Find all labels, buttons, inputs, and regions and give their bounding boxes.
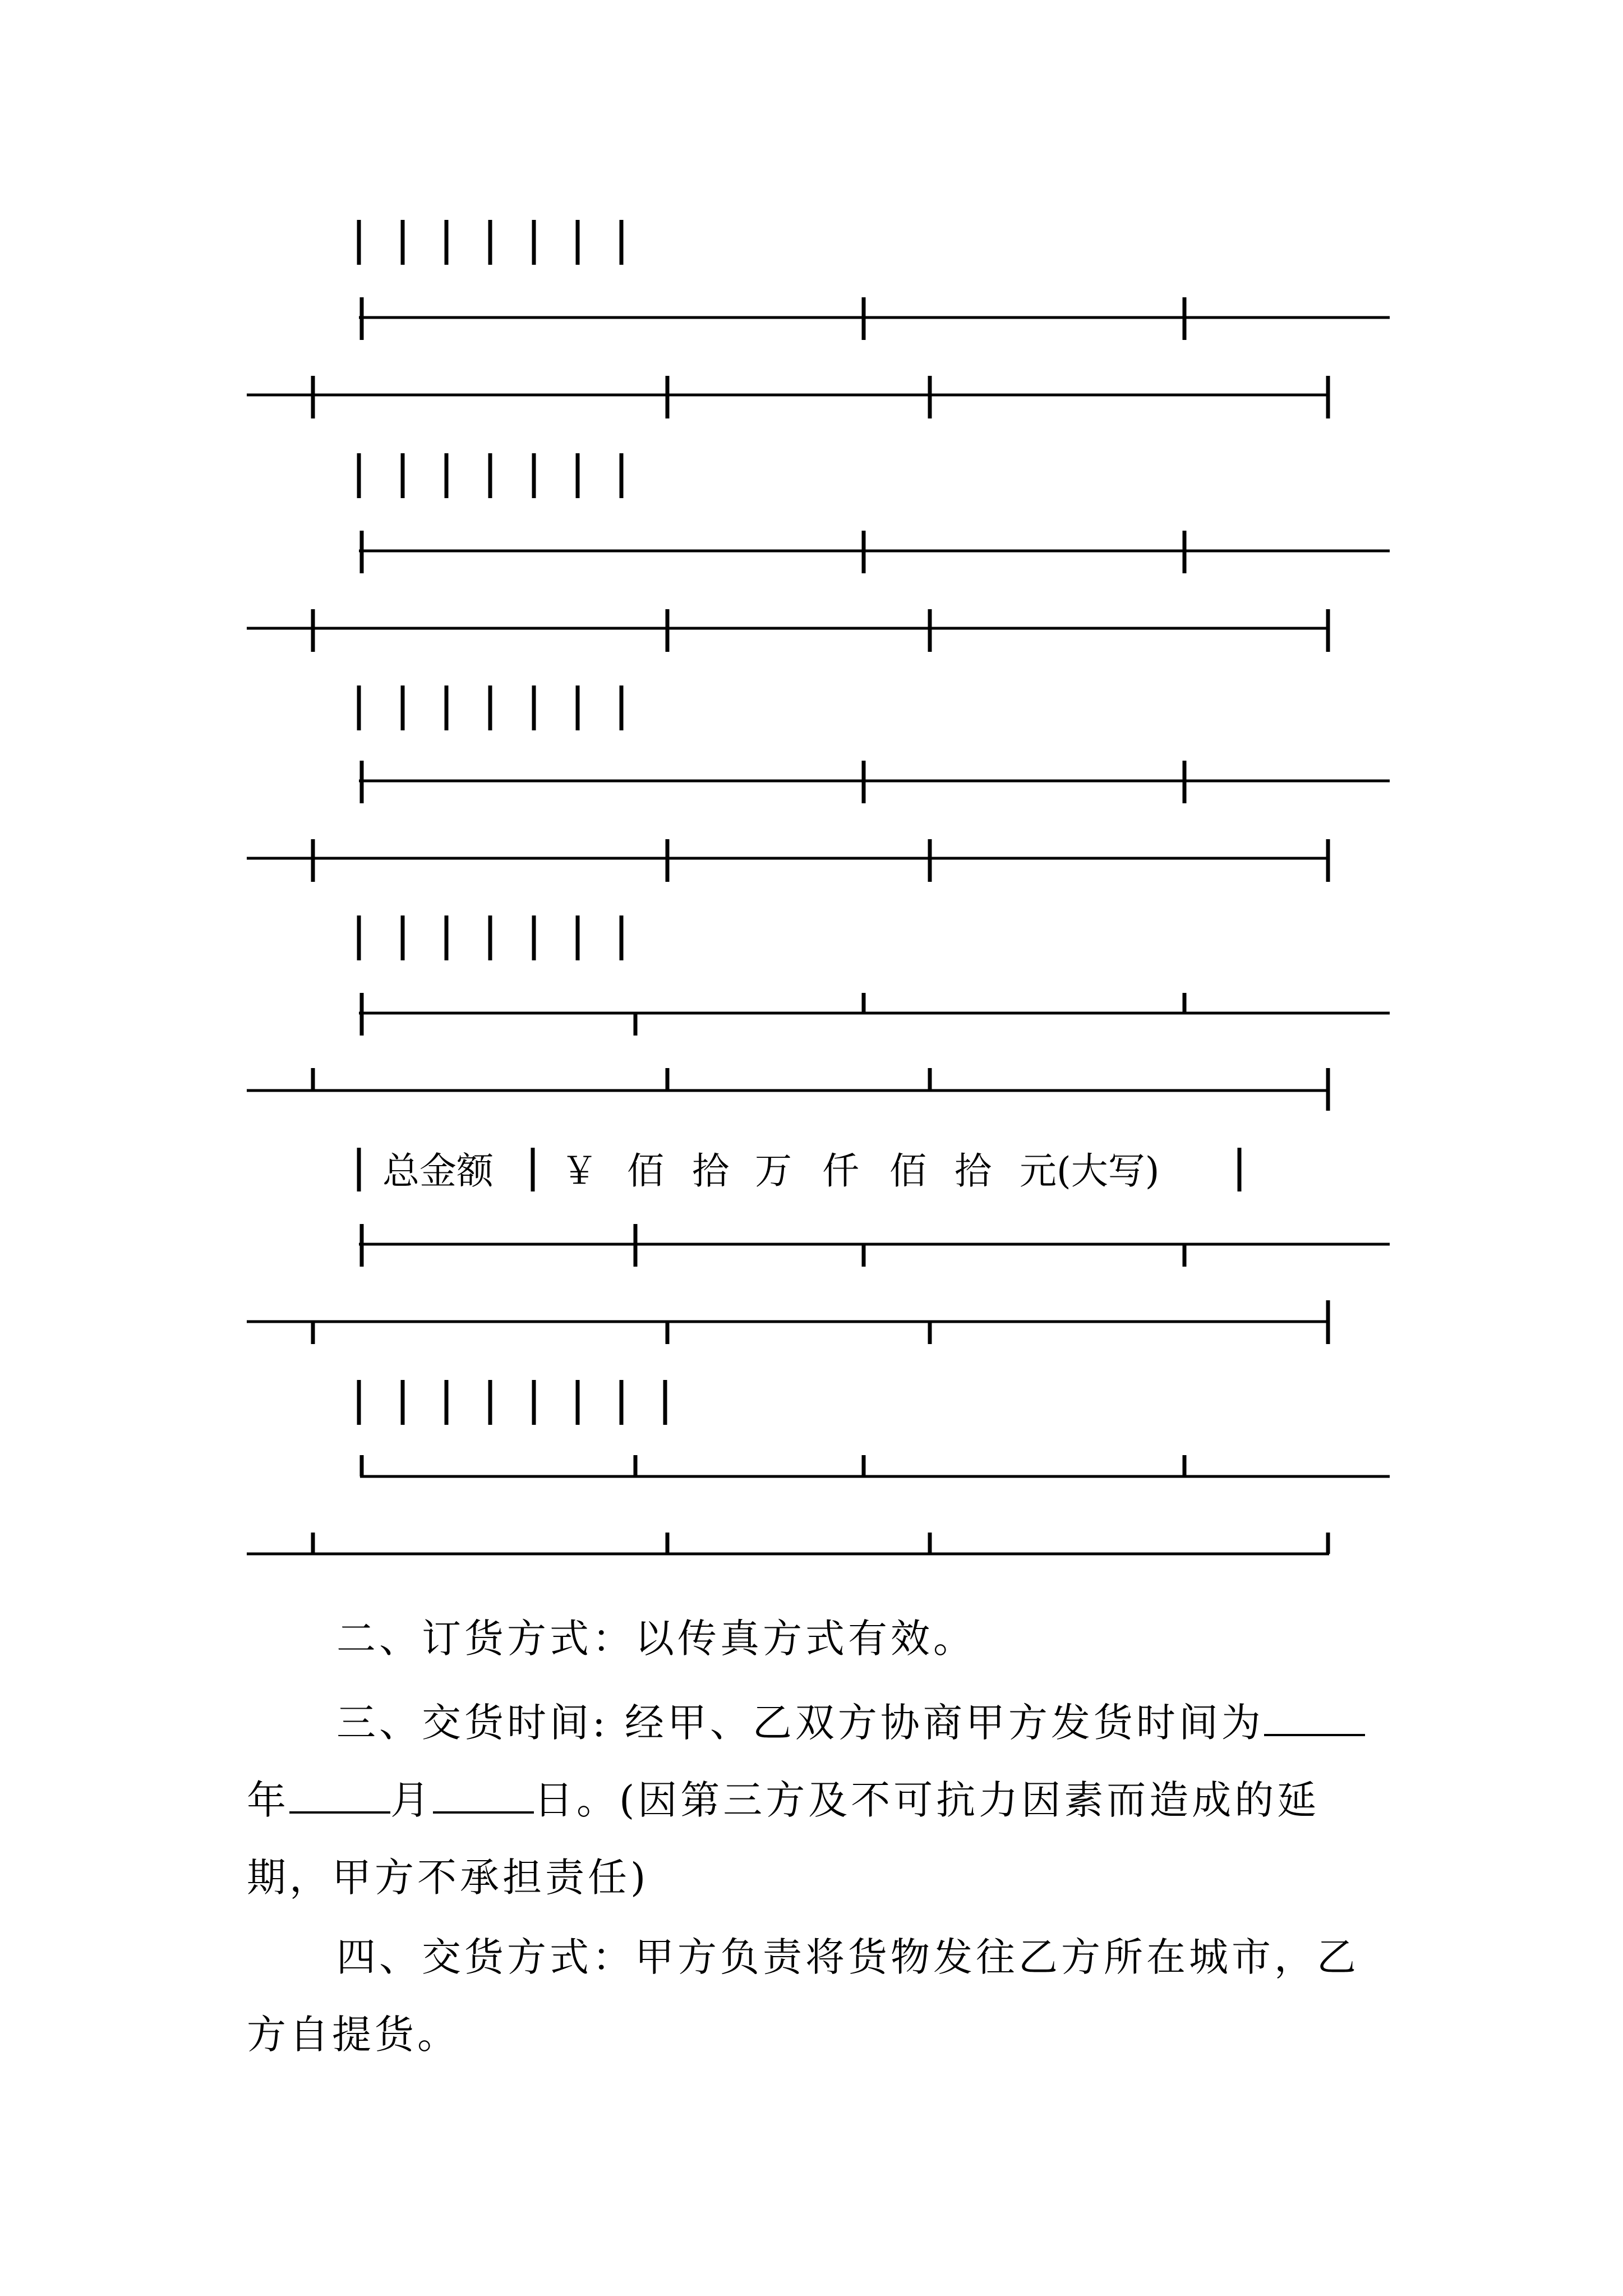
column-ticks xyxy=(359,453,621,498)
column-ticks xyxy=(359,1380,665,1425)
row-separator-continued xyxy=(247,376,1329,418)
row-separator xyxy=(359,993,1390,1036)
total-amount-row xyxy=(359,1148,1239,1193)
clause-delivery-method: 四、交货方式：甲方负责将货物发往乙方所在城市，乙方自提货。 xyxy=(247,1934,1359,2058)
row-separator-continued xyxy=(247,839,1329,882)
row-separator-continued xyxy=(247,1300,1329,1344)
row-separator xyxy=(359,761,1390,803)
month-blank[interactable] xyxy=(289,1780,390,1814)
column-ticks xyxy=(359,915,621,960)
unit-qian: 仟 xyxy=(822,1149,859,1193)
day-suffix: 日。(因第三方及不可抗力因素而造成的延期，甲方不承担责任) xyxy=(247,1777,1320,1901)
column-ticks xyxy=(359,220,621,265)
year-blank[interactable] xyxy=(1264,1703,1365,1736)
delivery-time-prefix: 三、交货时间: 经甲、乙双方协商甲方发货时间为 xyxy=(336,1700,1264,1746)
table-row-block-2 xyxy=(247,453,1390,652)
total-amount-label: 总金额 xyxy=(382,1149,494,1193)
table-row-block-3 xyxy=(247,685,1390,882)
table-row-block-5 xyxy=(247,1224,1390,1344)
table-bottom-border xyxy=(247,1533,1329,1554)
unit-shi-1: 拾 xyxy=(692,1149,729,1193)
clause-ordering-method: 二、订货方式：以传真方式有效。 xyxy=(336,1616,976,1662)
row-separator-continued xyxy=(247,1068,1329,1111)
row-separator xyxy=(359,531,1390,573)
row-separator xyxy=(359,1224,1390,1267)
table-row-block-4 xyxy=(247,915,1390,1111)
row-separator xyxy=(359,297,1390,340)
table-row-block-1 xyxy=(247,220,1390,418)
month-label: 月 xyxy=(390,1777,433,1823)
table-row-block-6 xyxy=(247,1380,1390,1554)
row-separator xyxy=(360,1455,1390,1476)
unit-bai-1: 佰 xyxy=(627,1149,664,1193)
year-label: 年 xyxy=(247,1777,289,1823)
column-ticks xyxy=(359,685,621,730)
unit-bai-2: 佰 xyxy=(889,1149,926,1193)
currency-symbol: ￥ xyxy=(561,1149,598,1193)
clause-delivery-time xyxy=(247,1684,1380,1916)
row-separator-continued xyxy=(247,609,1329,652)
unit-wan: 万 xyxy=(755,1149,792,1193)
unit-shi-2: 拾 xyxy=(955,1149,992,1193)
unit-yuan-capital: 元(大写) xyxy=(1020,1149,1160,1193)
day-blank[interactable] xyxy=(433,1780,534,1814)
